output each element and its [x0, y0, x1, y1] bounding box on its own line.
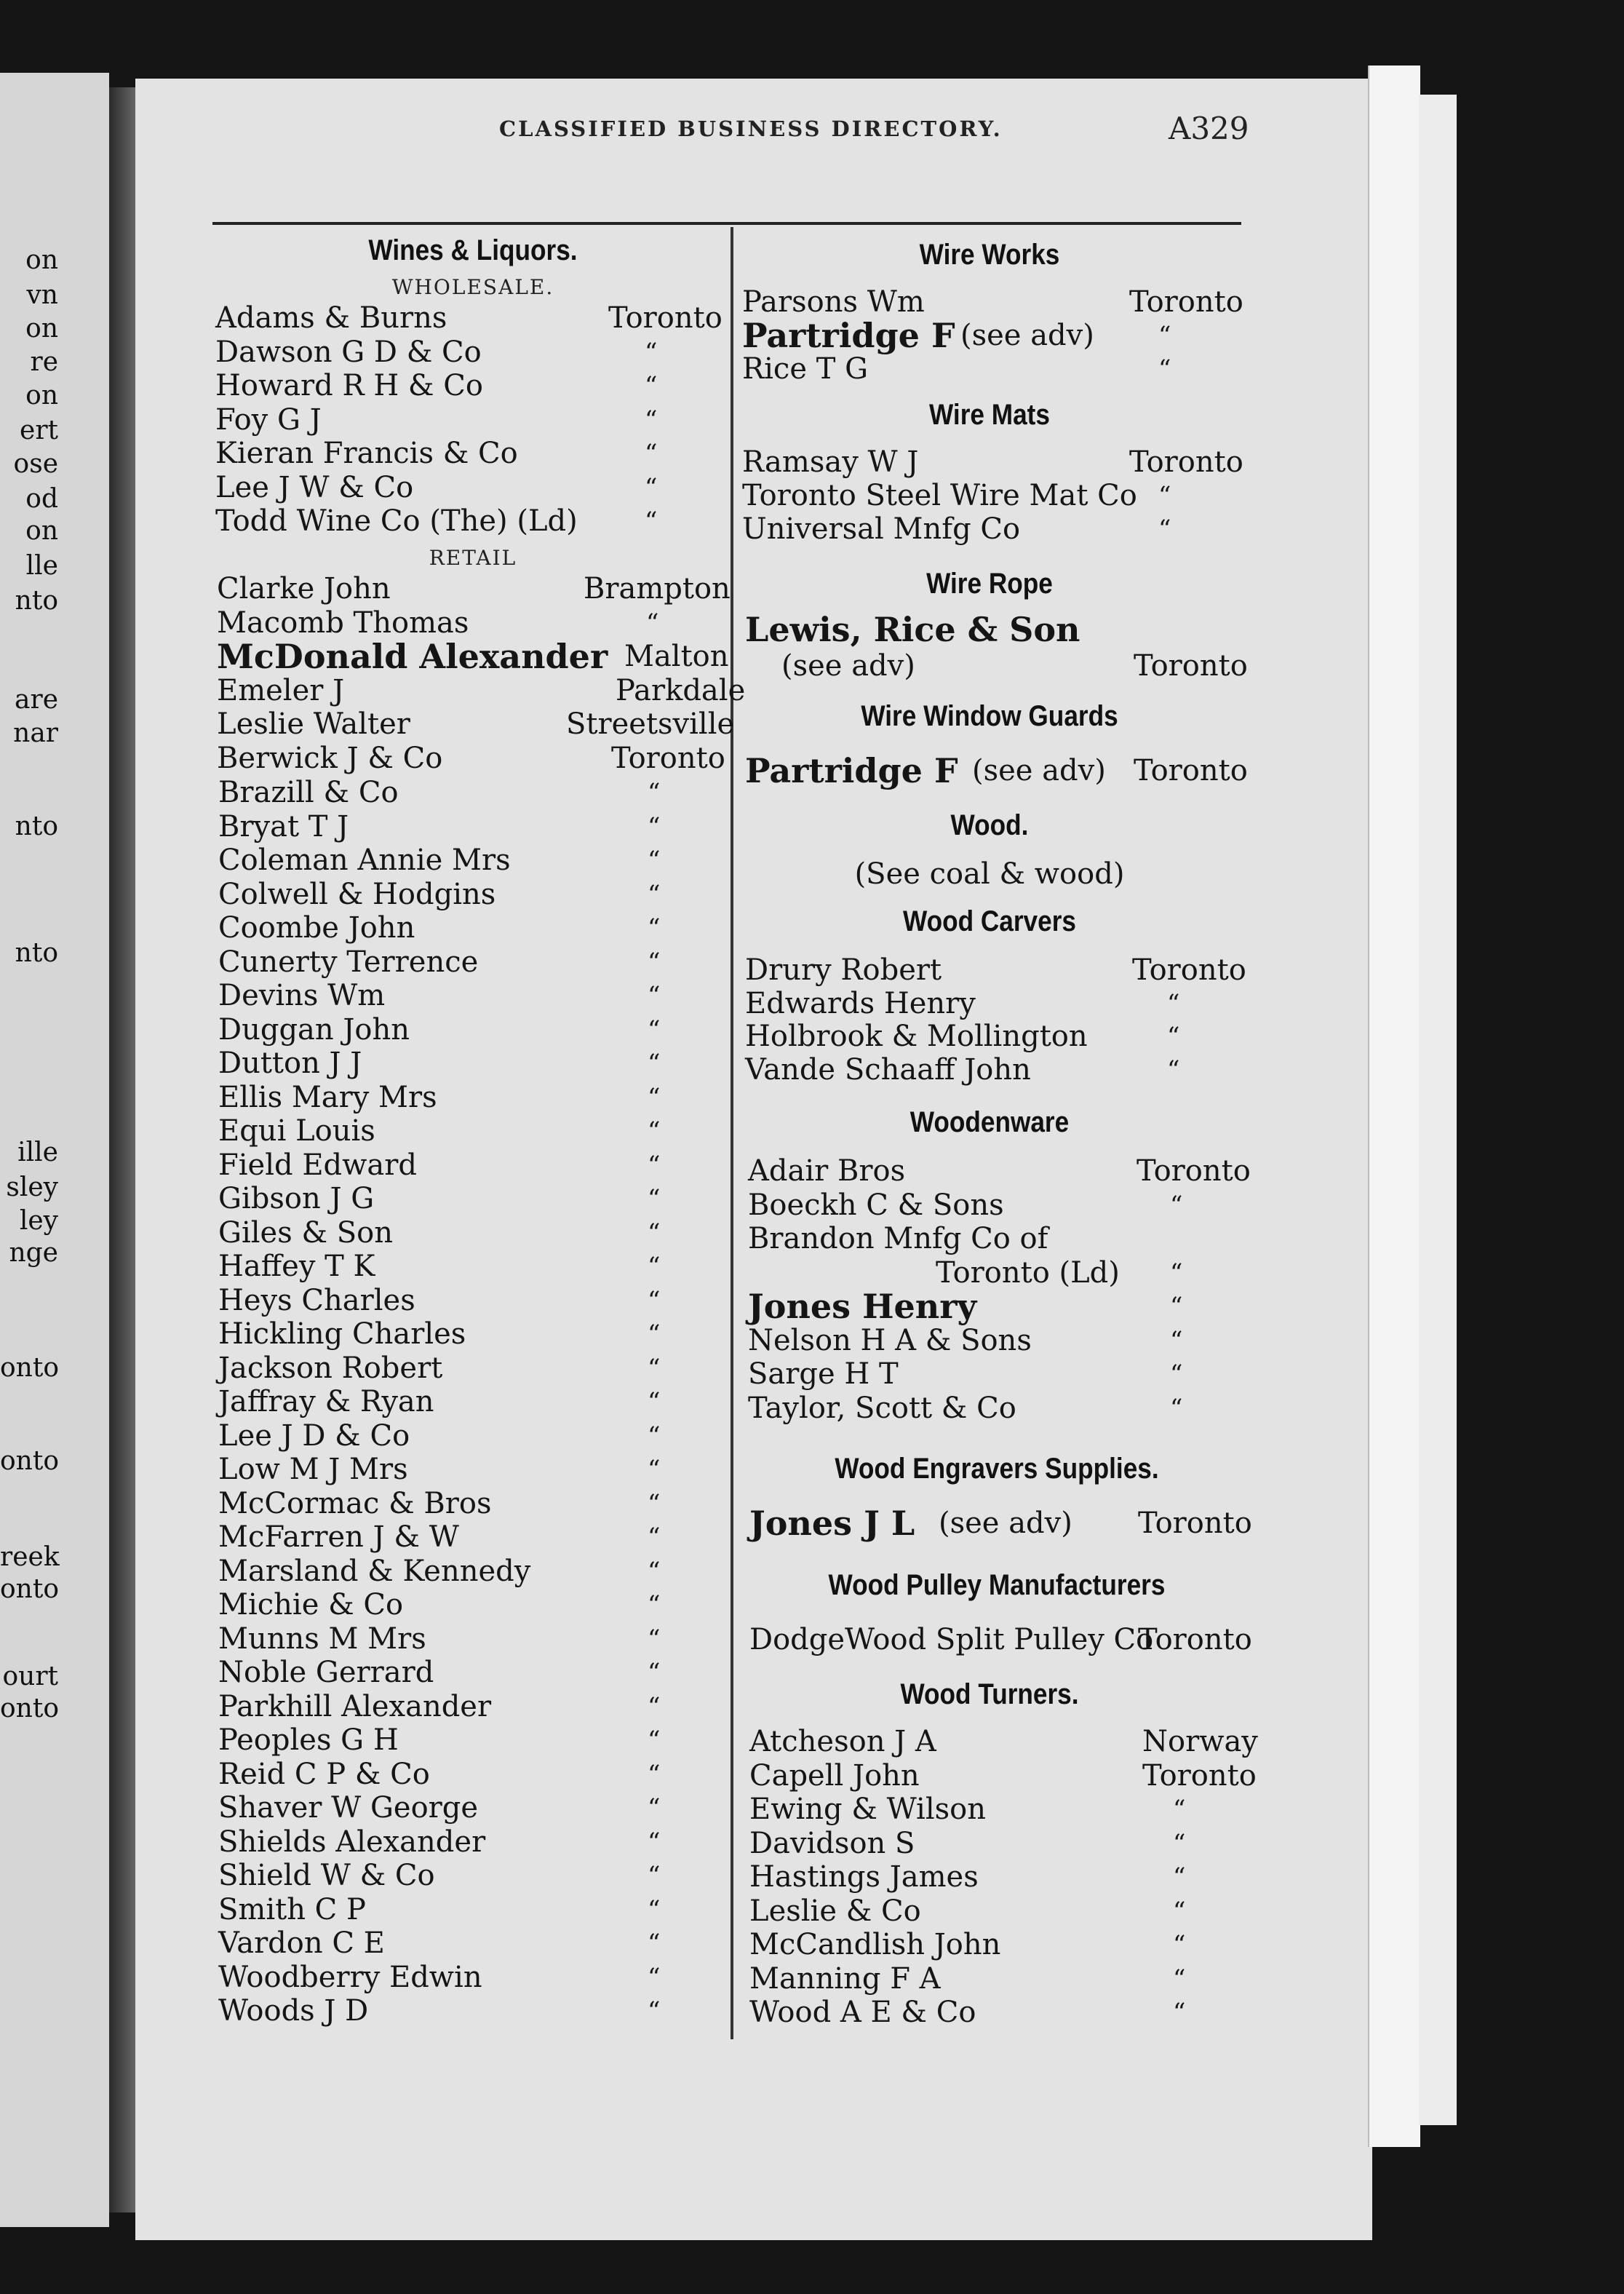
ditto-mark: “ [648, 947, 661, 977]
entry-name: Clarke John [217, 572, 391, 606]
entry-name: Universal Mnfg Co [742, 512, 1021, 546]
ditto-mark: “ [648, 1015, 661, 1044]
ditto-mark: “ [648, 1523, 661, 1552]
entry-name: Cunerty Terrence [218, 945, 479, 979]
left-page-fragment-text: onto [0, 1694, 59, 1723]
list-item [218, 1216, 771, 1250]
entry-name: Gibson J G [218, 1182, 375, 1215]
entry-name: Marsland & Kennedy [218, 1554, 531, 1588]
entry-name: Dawson G D & Co [215, 335, 482, 369]
entry-name: Peoples G H [218, 1723, 399, 1757]
list-item [742, 352, 1295, 386]
list-item [218, 776, 771, 809]
entry-name: Munns M Mrs [218, 1622, 426, 1656]
entry-city: Parkdale [616, 673, 746, 707]
entry-name: Duggan John [218, 1012, 410, 1047]
list-item [749, 1725, 1302, 1758]
ditto-mark: “ [1167, 1022, 1180, 1051]
section-heading-wood-pulley: Wood Pulley Manufacturers [828, 1569, 1166, 1601]
section-heading-wire-works: Wire Works [919, 239, 1060, 271]
entry-name: Low M J Mrs [218, 1453, 408, 1486]
entry-name: Reid C P & Co [218, 1757, 430, 1791]
ditto-mark: “ [1170, 1393, 1183, 1423]
entry-city: Toronto [1129, 445, 1243, 479]
entry-name: Manning F A [749, 1961, 941, 1996]
ditto-mark: “ [648, 1082, 661, 1112]
ditto-mark: “ [1158, 481, 1171, 510]
ditto-mark: “ [648, 1184, 661, 1213]
list-item [215, 471, 768, 504]
entry-name: Smith C P [218, 1892, 366, 1926]
entry-city: Toronto [1134, 649, 1248, 683]
ditto-mark: “ [648, 1150, 661, 1180]
entry-name: Wood A E & Co [749, 1996, 976, 2029]
entry-name: McDonald Alexander [217, 637, 608, 676]
list-item [742, 479, 1295, 512]
list-item [742, 512, 1295, 546]
ditto-mark: “ [648, 1726, 661, 1755]
entry-city: Norway [1142, 1725, 1258, 1758]
list-item [218, 945, 771, 979]
list-item [218, 1588, 771, 1622]
entry-name: Brazill & Co [218, 776, 399, 809]
list-item [218, 1013, 771, 1047]
entry-name: Noble Gerrard [218, 1656, 434, 1689]
page-title: CLASSIFIED BUSINESS DIRECTORY. [499, 116, 1003, 141]
ditto-mark: “ [648, 1590, 661, 1619]
ditto-mark: “ [1173, 1964, 1186, 1993]
ditto-mark: “ [1158, 515, 1171, 544]
list-item [218, 1317, 771, 1351]
list-item [218, 1622, 771, 1656]
list-item [218, 1182, 771, 1215]
ditto-mark: “ [648, 1455, 661, 1484]
entry-name: Toronto Steel Wire Mat Co [742, 479, 1137, 512]
list-item [218, 1926, 771, 1960]
ditto-mark: “ [1173, 1795, 1186, 1824]
ditto-mark: “ [1167, 1055, 1180, 1084]
ditto-mark: “ [1158, 321, 1171, 350]
entry-name: Giles & Son [218, 1215, 394, 1250]
ditto-mark: “ [1158, 354, 1171, 384]
list-item [749, 1928, 1302, 1961]
ditto-mark: “ [648, 913, 661, 942]
entry-name: Leslie & Co [749, 1894, 921, 1928]
entry-name: DodgeWood Split Pulley Co [749, 1623, 1154, 1656]
list-item [218, 1825, 771, 1859]
list-item [218, 1859, 771, 1892]
ditto-mark: “ [1167, 988, 1180, 1018]
list-item [749, 1996, 1302, 2029]
section-heading-wood-carvers: Wood Carvers [902, 905, 1076, 937]
entry-city: Toronto [611, 741, 725, 775]
page-edge [1419, 95, 1457, 2125]
ditto-mark: “ [648, 1894, 661, 1924]
ditto-mark: “ [648, 846, 661, 875]
left-page-fragment-text: ley [19, 1206, 58, 1236]
ditto-mark: “ [645, 337, 658, 367]
entry-note: (see adv) [939, 1507, 1072, 1540]
ditto-mark: “ [1170, 1325, 1183, 1355]
section-heading-wood-engravers: Wood Engravers Supplies. [835, 1453, 1159, 1485]
list-item [215, 336, 768, 369]
list-item [215, 301, 768, 335]
page-gutter [109, 87, 138, 2212]
list-item [745, 1020, 1298, 1053]
page-header [215, 111, 1249, 146]
list-item [749, 1827, 1302, 1860]
ditto-mark: “ [648, 981, 661, 1010]
section-heading-woodenware: Woodenware [909, 1106, 1070, 1138]
entry-city: Toronto [1134, 754, 1248, 787]
ditto-mark: “ [648, 879, 661, 909]
list-item [745, 987, 1298, 1020]
entry-name: Partridge F [742, 316, 955, 355]
entry-name: Taylor, Scott & Co [748, 1391, 1016, 1425]
left-page-fragment-text: nto [15, 811, 58, 841]
page-number: A329 [1169, 111, 1249, 146]
ditto-mark: “ [648, 1116, 661, 1146]
left-page-fragment-text: ose [13, 449, 58, 479]
list-item [218, 1656, 771, 1689]
header-rule [212, 222, 1241, 225]
list-item [218, 1419, 771, 1453]
entry-name: Parkhill Alexander [218, 1689, 492, 1723]
list-item [218, 1791, 771, 1825]
list-item [217, 742, 770, 775]
list-item [748, 1392, 1301, 1425]
list-item [218, 1250, 771, 1283]
list-item [218, 1284, 771, 1317]
ditto-mark: “ [1173, 1930, 1186, 1959]
list-item [218, 1453, 771, 1486]
entry-name: Field Edward [218, 1148, 417, 1182]
entry-city: Toronto [1138, 1507, 1252, 1540]
entry-name: Sarge H T [748, 1357, 899, 1391]
list-item [742, 285, 1295, 319]
left-page-fragment-text: ille [17, 1138, 58, 1167]
left-page-fragment-text: on [25, 245, 58, 275]
left-page-fragment-text: on [25, 381, 58, 410]
entry-name: Nelson H A & Sons [748, 1323, 1032, 1357]
ditto-mark: “ [645, 472, 658, 502]
wire-rope-entry-detail [781, 649, 1254, 683]
list-item [217, 674, 770, 707]
left-page-fragment-text: nge [9, 1238, 58, 1268]
entry-name: Dutton J J [218, 1047, 362, 1080]
entry-name: Leslie Walter [217, 707, 410, 741]
entry-name: Kieran Francis & Co [215, 437, 518, 470]
entry-name: Equi Louis [218, 1114, 375, 1148]
list-item [742, 316, 1295, 355]
list-item [748, 1222, 1301, 1255]
entry-name: Shield W & Co [218, 1859, 435, 1892]
left-page-fragment-text: ert [20, 416, 58, 445]
entry-city: Toronto [1129, 285, 1243, 319]
entry-name: Jaffray & Ryan [218, 1385, 434, 1418]
entry-name: Shaver W George [218, 1791, 479, 1825]
ditto-mark: “ [648, 1353, 661, 1383]
list-item [748, 1324, 1301, 1357]
list-item [218, 1758, 771, 1791]
entry-city: Toronto [1142, 1758, 1257, 1793]
ditto-mark: “ [1173, 1828, 1186, 1858]
list-item [215, 437, 768, 470]
ditto-mark: “ [645, 371, 658, 400]
left-page-fragment-text: on [25, 314, 58, 344]
entry-name: Atcheson J A [749, 1725, 936, 1758]
entry-name: Ramsay W J [742, 445, 919, 479]
list-item [218, 1081, 771, 1114]
entry-name: Macomb Thomas [217, 606, 469, 640]
entry-name: Lee J W & Co [215, 470, 414, 504]
ditto-mark: “ [645, 507, 658, 536]
entry-name: Adair Bros [748, 1154, 906, 1188]
list-item [749, 1894, 1302, 1928]
entry-name: Ewing & Wilson [749, 1793, 986, 1826]
entry-name: Jackson Robert [218, 1351, 443, 1385]
ditto-mark: “ [648, 1759, 661, 1789]
entry-name: Michie & Co [218, 1588, 404, 1622]
list-item [217, 637, 770, 676]
entry-name: Vande Schaaff John [745, 1052, 1031, 1087]
ditto-mark: “ [648, 1488, 661, 1518]
entry-name: Edwards Henry [745, 986, 976, 1020]
entry-name: Boeckh C & Sons [748, 1188, 1004, 1222]
section-heading-wire-rope: Wire Rope [926, 568, 1053, 600]
ditto-mark: “ [648, 1793, 661, 1822]
entry-name: McFarren J & W [218, 1520, 459, 1554]
list-item [748, 1188, 1301, 1222]
list-item [218, 1352, 771, 1385]
wire-window-guards-entry [745, 751, 1254, 790]
ditto-mark: “ [645, 405, 658, 434]
entry-name: Adams & Burns [215, 301, 447, 335]
ditto-mark: “ [1170, 1292, 1183, 1321]
entry-name: Partridge F [745, 751, 958, 790]
entry-note: (see adv) [781, 649, 915, 683]
ditto-mark: “ [648, 1556, 661, 1586]
ditto-mark: “ [648, 778, 661, 807]
list-item [218, 1487, 771, 1520]
wood-cross-reference: (See coal & wood) [854, 857, 1125, 891]
entry-name: Bryat T J [218, 809, 349, 844]
ditto-mark: “ [648, 1962, 661, 1992]
entry-name: Lee J D & Co [218, 1418, 410, 1453]
entry-name: Jones Henry [748, 1287, 977, 1326]
wood-engravers-entry [749, 1504, 1259, 1543]
list-item [218, 979, 771, 1012]
list-item [748, 1287, 1301, 1326]
ditto-mark: “ [648, 1996, 661, 2025]
list-item [218, 1690, 771, 1723]
left-page-fragment-text: re [30, 347, 58, 377]
left-page-fragment-text: nto [15, 938, 58, 968]
list-item [218, 1520, 771, 1554]
left-page-fragment-text: ourt [2, 1662, 58, 1691]
ditto-mark: “ [648, 1049, 661, 1078]
left-page-fragment-text: sley [6, 1172, 58, 1202]
entry-name: Holbrook & Mollington [745, 1020, 1088, 1053]
ditto-mark: “ [648, 1929, 661, 1958]
entry-name: Hastings James [749, 1860, 979, 1894]
list-item [742, 445, 1295, 479]
entry-name: Haffey T K [218, 1250, 375, 1283]
subheading-wholesale: WHOLESALE. [391, 275, 554, 299]
entry-name: Drury Robert [745, 953, 942, 987]
ditto-mark: “ [648, 1421, 661, 1450]
left-page-fragment-text: lle [25, 551, 58, 581]
entry-name: Parsons Wm [742, 285, 925, 319]
left-page-fragment-text: od [25, 484, 58, 514]
entry-name: Woods J D [218, 1994, 369, 2028]
entry-name: Brandon Mnfg Co of [748, 1222, 1048, 1255]
ditto-mark: “ [648, 1861, 661, 1890]
entry-name: McCandlish John [749, 1928, 1001, 1961]
left-page-fragment-text: onto [0, 1574, 59, 1604]
entry-name: Capell John [749, 1758, 920, 1793]
entry-city: Toronto [608, 301, 723, 335]
ditto-mark: “ [1170, 1190, 1183, 1220]
entry-city: Brampton [584, 572, 731, 606]
entry-city: Toronto [1138, 1623, 1252, 1656]
list-item [749, 1860, 1302, 1894]
entry-name: Emeler J [217, 673, 345, 707]
list-item [748, 1256, 1301, 1290]
list-item [749, 1793, 1302, 1826]
left-page-fragment-text: vn [26, 280, 58, 310]
left-page-fragment-text: onto [0, 1353, 59, 1383]
entry-name: Foy G J [215, 402, 322, 437]
list-item [217, 606, 770, 640]
list-item [217, 707, 770, 741]
list-item [218, 1723, 771, 1757]
entry-name: Berwick J & Co [217, 741, 443, 775]
wood-pulley-entry [749, 1623, 1259, 1656]
ditto-mark: “ [1170, 1360, 1183, 1389]
section-heading-wire-mats: Wire Mats [929, 399, 1050, 431]
list-item [748, 1154, 1301, 1188]
list-item [218, 810, 771, 844]
ditto-mark: “ [648, 1658, 661, 1687]
list-item [218, 1893, 771, 1926]
ditto-mark: “ [1173, 1862, 1186, 1892]
ditto-mark: “ [648, 1285, 661, 1315]
section-heading-wood-turners: Wood Turners. [900, 1678, 1079, 1710]
ditto-mark: “ [648, 1319, 661, 1349]
left-page-fragment-text: reek [0, 1542, 60, 1572]
ditto-mark: “ [1173, 1896, 1186, 1926]
left-page-fragment-text: onto [0, 1446, 59, 1476]
entry-name: Vardon C E [218, 1926, 385, 1960]
subheading-retail: RETAIL [429, 546, 517, 570]
entry-name: Shields Alexander [218, 1825, 486, 1859]
entry-name: Colwell & Hodgins [218, 877, 496, 911]
entry-city: Malton [624, 640, 729, 673]
page-edge [1368, 66, 1420, 2147]
entry-name: Rice T G [742, 352, 869, 386]
list-item [218, 1385, 771, 1418]
ditto-mark: “ [648, 811, 661, 841]
left-page-fragment-text: nto [15, 586, 58, 616]
ditto-mark: “ [648, 1387, 661, 1416]
list-item [218, 1114, 771, 1148]
list-item [749, 1759, 1302, 1793]
entry-name: Toronto (Ld) [936, 1255, 1120, 1290]
list-item [749, 1962, 1302, 1996]
list-item [218, 911, 771, 945]
entry-city: Toronto [1137, 1154, 1251, 1188]
list-item [217, 572, 770, 606]
entry-name: Davidson S [749, 1826, 915, 1860]
entry-note: (see adv) [960, 319, 1094, 352]
ditto-mark: “ [1173, 1998, 1186, 2027]
ditto-mark: “ [648, 1624, 661, 1654]
entry-name: Woodberry Edwin [218, 1960, 482, 1994]
section-heading-wines-liquors: Wines & Liquors. [368, 234, 578, 266]
list-item [745, 953, 1298, 987]
ditto-mark: “ [648, 1252, 661, 1281]
entry-name: Hickling Charles [218, 1317, 466, 1351]
ditto-mark: “ [648, 1691, 661, 1721]
section-heading-wire-window-guards: Wire Window Guards [861, 700, 1118, 732]
entry-name: Jones J L [749, 1504, 915, 1543]
list-item [215, 369, 768, 402]
entry-name: McCormac & Bros [218, 1486, 492, 1520]
list-item [218, 1047, 771, 1080]
left-page-fragment-text: are [15, 685, 58, 715]
list-item [218, 1555, 771, 1588]
entry-name: Coombe John [218, 911, 415, 945]
entry-note: (see adv) [972, 754, 1106, 787]
entry-name: Heys Charles [218, 1283, 415, 1317]
list-item [218, 844, 771, 877]
entry-name: Coleman Annie Mrs [218, 844, 511, 877]
list-item [215, 504, 768, 538]
entry-name: Todd Wine Co (The) (Ld) [215, 504, 578, 538]
entry-city: Streetsville [566, 707, 735, 741]
list-item [745, 1053, 1298, 1087]
list-item [218, 1961, 771, 1994]
entry-name: Lewis, Rice & Son [745, 610, 1080, 649]
ditto-mark: “ [646, 608, 659, 638]
ditto-mark: “ [648, 1827, 661, 1857]
list-item [748, 1357, 1301, 1391]
list-item [215, 403, 768, 437]
ditto-mark: “ [1170, 1258, 1183, 1287]
list-item [218, 1148, 771, 1182]
list-item [218, 878, 771, 911]
entry-name: Howard R H & Co [215, 369, 483, 402]
entry-name: Ellis Mary Mrs [218, 1080, 437, 1114]
ditto-mark: “ [645, 439, 658, 468]
left-page-fragment-text: on [25, 516, 58, 546]
entry-city: Toronto [1132, 953, 1246, 987]
section-heading-wood: Wood. [950, 809, 1029, 841]
ditto-mark: “ [648, 1218, 661, 1247]
left-page-fragment-text: nar [13, 718, 58, 748]
list-item [218, 1994, 771, 2028]
entry-name: Devins Wm [218, 979, 386, 1012]
